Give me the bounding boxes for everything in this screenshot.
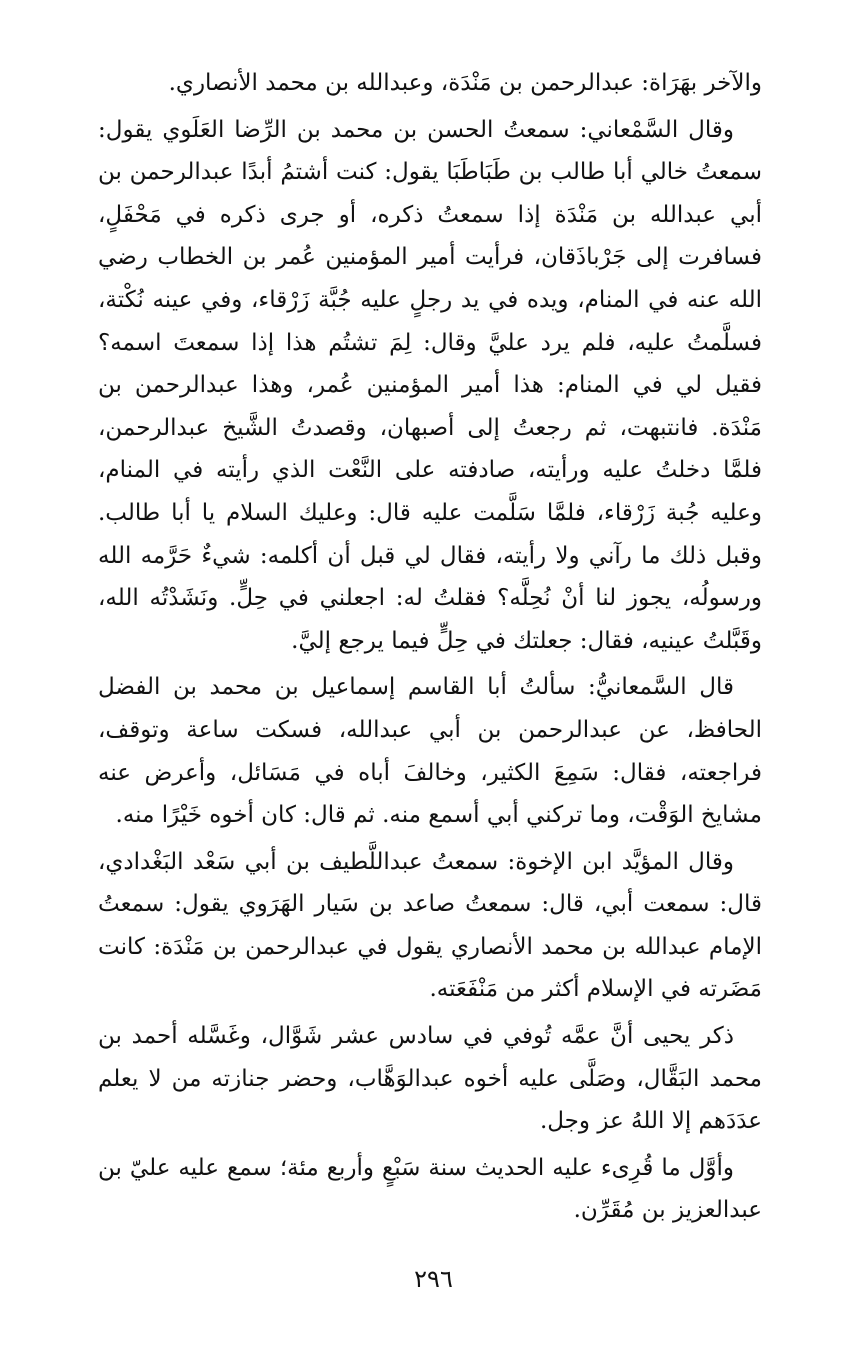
paragraph-5: ذكر يحيى أنَّ عمَّه تُوفي في سادس عشر شَوَّال، وغَسَّله أحمد بن محمد البَقَّال، وصَلَّى عليه أخوه عبدالوَهَّاب، وحضر جنازته من لا يعلم عدَدَهم إلا اللهُ عز وجل. <box>98 1023 762 1135</box>
paragraph-6: وأوَّل ما قُرِىء عليه الحديث سنة سَبْعٍ وأربع مئة؛ سمع عليه عليّ بن عبدالعزيز بن مُقَرِّن. <box>98 1154 762 1224</box>
page-number: ٢٩٦ <box>414 1265 453 1293</box>
paragraph-3: قال السَّمعانيُّ: سألتُ أبا القاسم إسماعيل بن محمد بن الفضل الحافظ، عن عبدالرحمن بن أبي عبدالله، فسكت ساعة وتوقف، فراجعته، فقال: سَمِعَ الكثير، وخالفَ أباه في مَسَائل، وأعرض عنه مشايخ الوَقْت، وما تركني أبي أسمع منه. ثم قال: كان أخوه خَيْرًا منه. <box>98 674 762 829</box>
paragraph-4: وقال المؤيَّد ابن الإخوة: سمعتُ عبداللَّطيف بن أبي سَعْد البَغْدادي، قال: سمعت أبي، قال: سمعتُ صاعد بن سَيار الهَرَوي يقول: سمعتُ الإمام عبدالله بن محمد الأنصاري يقول في عبدالرحمن بن مَنْدَة: كانت مَضَرته في الإسلام أكثر من مَنْفَعَته. <box>98 848 762 1003</box>
page-body <box>98 62 762 1232</box>
paragraph-2: وقال السَّمْعاني: سمعتُ الحسن بن محمد بن الرِّضا العَلَوي يقول: سمعتُ خالي أبا طالب بن طَبَاطَبَا يقول: كنت أشتمُ أبدًا عبدالرحمن بن أبي عبدالله بن مَنْدَة إذا سمعتُ ذكره، أو جرى ذكره في مَحْفَلٍ، فسافرت إلى جَرْباذَقان، فرأيت أمير المؤمنين عُمر بن الخطاب رضي الله عنه في المنام، ويده في يد رجلٍ عليه جُبَّة زَرْقاء، وفي عينه نُكْتة، فسلَّمتُ عليه، فلم يرد عليَّ وقال: لِمَ تشتُم هذا إذا سمعتَ اسمه؟ فقيل لي في المنام: هذا أمير المؤمنين عُمر، وهذا عبدالرحمن بن مَنْدَة. فانتبهت، ثم رجعتُ إلى أصبهان، وقصدتُ الشَّيخ عبدالرحمن، فلمَّا دخلتُ عليه ورأيته، صادفته على النَّعْت الذي رأيته في المنام، وعليه جُبة زَرْقاء، فلمَّا سَلَّمت عليه قال: وعليك السلام يا أبا طالب. وقبل ذلك ما رآني ولا رأيته، فقال لي قبل أن أكلمه: شيءٌ حَرَّمه الله ورسولُه، يجوز لنا أنْ نُحِلَّه؟ فقلتُ له: اجعلني في حِلٍّ. ونَشَدْتُه الله، وقَبَّلتُ عينيه، فقال: جعلتك في حِلٍّ فيما يرجع إليَّ. <box>98 116 762 654</box>
paragraph-1: والآخر بهَرَاة: عبدالرحمن بن مَنْدَة، وعبدالله بن محمد الأنصاري. <box>168 70 762 96</box>
